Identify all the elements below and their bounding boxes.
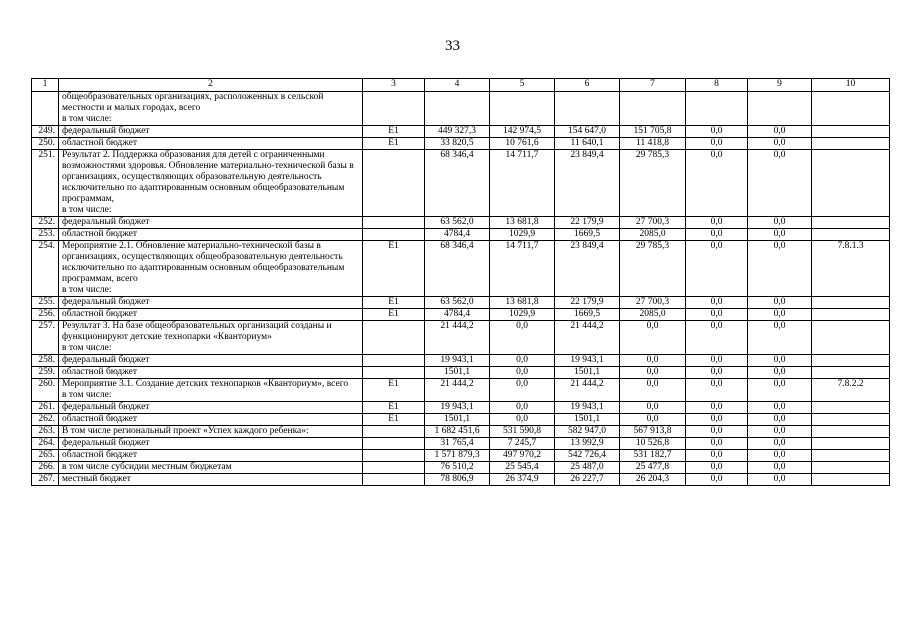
year-4-cell: 0,0 [686,126,748,138]
row-name: федеральный бюджет [59,297,363,309]
year-1-cell: 0,0 [490,321,555,355]
year-4-cell: 0,0 [686,450,748,462]
code-cell: Е1 [363,309,425,321]
year-3-cell: 567 913,8 [620,426,686,438]
year-3-cell: 0,0 [620,379,686,402]
year-4-cell: 0,0 [686,367,748,379]
budget-table [31,78,890,486]
year-2-cell: 154 647,0 [555,126,620,138]
year-3-cell: 27 700,3 [620,297,686,309]
year-5-cell: 0,0 [748,379,812,402]
indicator-cell [812,297,890,309]
year-5-cell: 0,0 [748,426,812,438]
code-cell [363,92,425,126]
year-3-cell: 25 477,8 [620,462,686,474]
row-number: 249. [32,126,59,138]
indicator-cell [812,150,890,217]
year-5-cell: 0,0 [748,438,812,450]
total-cell: 68 346,4 [425,150,490,217]
year-4-cell: 0,0 [686,229,748,241]
table-row [32,402,890,414]
year-5-cell: 0,0 [748,462,812,474]
table-row [32,414,890,426]
year-4-cell: 0,0 [686,414,748,426]
row-name: областной бюджет [59,138,363,150]
table-row [32,229,890,241]
year-1-cell: 0,0 [490,367,555,379]
column-header: 4 [425,79,490,92]
year-1-cell: 0,0 [490,402,555,414]
year-5-cell: 0,0 [748,355,812,367]
table-row [32,438,890,450]
year-5-cell: 0,0 [748,367,812,379]
code-cell [363,217,425,229]
row-number: 264. [32,438,59,450]
year-5-cell: 0,0 [748,309,812,321]
column-header: 6 [555,79,620,92]
year-2-cell [555,92,620,126]
indicator-cell [812,355,890,367]
row-number: 258. [32,355,59,367]
year-5-cell: 0,0 [748,450,812,462]
row-number: 252. [32,217,59,229]
year-3-cell [620,92,686,126]
year-3-cell: 0,0 [620,321,686,355]
row-name: Результат 2. Поддержка образования для детей с ограниченными возможностями здоровья. Обновление материально-технической базы в организациях, осуществляющих образовательную деятельность исключительно по адаптированным основным общеобразовательным программам, в том числе: [59,150,363,217]
row-number: 250. [32,138,59,150]
year-5-cell: 0,0 [748,126,812,138]
total-cell: 21 444,2 [425,379,490,402]
table-row [32,126,890,138]
year-1-cell: 0,0 [490,355,555,367]
year-4-cell: 0,0 [686,438,748,450]
indicator-cell [812,92,890,126]
year-2-cell: 1669,5 [555,229,620,241]
indicator-cell [812,474,890,486]
table-row [32,92,890,126]
year-3-cell: 2085,0 [620,229,686,241]
row-name: федеральный бюджет [59,355,363,367]
year-5-cell: 0,0 [748,297,812,309]
indicator-cell: 7.8.1.3 [812,241,890,297]
code-cell: Е1 [363,402,425,414]
table-row [32,450,890,462]
year-4-cell: 0,0 [686,138,748,150]
year-5-cell: 0,0 [748,138,812,150]
code-cell [363,367,425,379]
total-cell: 1501,1 [425,414,490,426]
row-name: областной бюджет [59,309,363,321]
year-4-cell: 0,0 [686,402,748,414]
year-4-cell: 0,0 [686,309,748,321]
year-5-cell: 0,0 [748,414,812,426]
total-cell: 68 346,4 [425,241,490,297]
table-row [32,309,890,321]
year-1-cell: 142 974,5 [490,126,555,138]
row-number: 256. [32,309,59,321]
year-1-cell: 0,0 [490,414,555,426]
year-2-cell: 23 849,4 [555,241,620,297]
year-1-cell: 10 761,6 [490,138,555,150]
year-1-cell: 531 590,8 [490,426,555,438]
total-cell: 21 444,2 [425,321,490,355]
year-2-cell: 582 947,0 [555,426,620,438]
indicator-cell [812,462,890,474]
row-number: 251. [32,150,59,217]
year-3-cell: 151 705,8 [620,126,686,138]
year-1-cell: 1029,9 [490,309,555,321]
column-header: 8 [686,79,748,92]
row-number [32,92,59,126]
column-header: 1 [32,79,59,92]
row-name: В том числе региональный проект «Успех каждого ребенка»: [59,426,363,438]
code-cell [363,474,425,486]
column-header: 9 [748,79,812,92]
indicator-cell [812,126,890,138]
year-1-cell: 14 711,7 [490,241,555,297]
code-cell: Е1 [363,126,425,138]
total-cell: 31 765,4 [425,438,490,450]
table-row [32,138,890,150]
year-1-cell: 1029,9 [490,229,555,241]
code-cell: Е1 [363,414,425,426]
column-header: 10 [812,79,890,92]
page-number: 33 [445,38,460,54]
table-row [32,217,890,229]
total-cell [425,92,490,126]
column-header: 3 [363,79,425,92]
total-cell: 19 943,1 [425,355,490,367]
year-5-cell: 0,0 [748,402,812,414]
row-name: областной бюджет [59,367,363,379]
year-1-cell: 13 681,8 [490,217,555,229]
year-3-cell: 29 785,3 [620,150,686,217]
year-2-cell: 22 179,9 [555,217,620,229]
total-cell: 1 682 451,6 [425,426,490,438]
indicator-cell [812,229,890,241]
total-cell: 449 327,3 [425,126,490,138]
code-cell [363,462,425,474]
row-name: в том числе субсидии местным бюджетам [59,462,363,474]
year-4-cell: 0,0 [686,426,748,438]
year-3-cell: 2085,0 [620,309,686,321]
row-number: 266. [32,462,59,474]
code-cell [363,438,425,450]
code-cell: Е1 [363,138,425,150]
row-number: 265. [32,450,59,462]
row-number: 261. [32,402,59,414]
table-row [32,355,890,367]
code-cell: Е1 [363,241,425,297]
total-cell: 4784,4 [425,309,490,321]
indicator-cell [812,414,890,426]
indicator-cell [812,402,890,414]
column-header: 2 [59,79,363,92]
row-number: 260. [32,379,59,402]
table-row [32,321,890,355]
indicator-cell [812,217,890,229]
code-cell [363,321,425,355]
year-2-cell: 1501,1 [555,414,620,426]
table-row [32,241,890,297]
year-1-cell: 25 545,4 [490,462,555,474]
row-name: федеральный бюджет [59,126,363,138]
year-1-cell: 497 970,2 [490,450,555,462]
code-cell: Е1 [363,297,425,309]
year-1-cell: 0,0 [490,379,555,402]
year-2-cell: 19 943,1 [555,355,620,367]
year-2-cell: 13 992,9 [555,438,620,450]
year-1-cell: 7 245,7 [490,438,555,450]
row-number: 254. [32,241,59,297]
year-1-cell: 14 711,7 [490,150,555,217]
year-3-cell: 0,0 [620,414,686,426]
row-name: федеральный бюджет [59,438,363,450]
column-header-row [32,79,890,92]
total-cell: 19 943,1 [425,402,490,414]
year-3-cell: 0,0 [620,367,686,379]
row-name: общеобразовательных организациях, расположенных в сельской местности и малых городах, всего в том числе: [59,92,363,126]
row-number: 267. [32,474,59,486]
table-row [32,367,890,379]
total-cell: 1501,1 [425,367,490,379]
table-row [32,426,890,438]
row-name: областной бюджет [59,229,363,241]
year-3-cell: 26 204,3 [620,474,686,486]
year-2-cell: 23 849,4 [555,150,620,217]
row-name: Результат 3. На базе общеобразовательных организаций созданы и функционируют детские технопарки «Кванториум» в том числе: [59,321,363,355]
code-cell [363,450,425,462]
code-cell: Е1 [363,379,425,402]
table-row [32,462,890,474]
year-4-cell [686,92,748,126]
column-header: 7 [620,79,686,92]
total-cell: 4784,4 [425,229,490,241]
year-4-cell: 0,0 [686,462,748,474]
indicator-cell [812,438,890,450]
total-cell: 78 806,9 [425,474,490,486]
year-2-cell: 11 640,1 [555,138,620,150]
year-5-cell: 0,0 [748,321,812,355]
indicator-cell [812,450,890,462]
year-2-cell: 26 227,7 [555,474,620,486]
year-2-cell: 1501,1 [555,367,620,379]
year-4-cell: 0,0 [686,321,748,355]
row-number: 263. [32,426,59,438]
year-1-cell: 13 681,8 [490,297,555,309]
row-name: местный бюджет [59,474,363,486]
year-5-cell: 0,0 [748,229,812,241]
indicator-cell [812,426,890,438]
year-2-cell: 21 444,2 [555,321,620,355]
table-row [32,150,890,217]
year-2-cell: 542 726,4 [555,450,620,462]
row-number: 262. [32,414,59,426]
year-4-cell: 0,0 [686,474,748,486]
row-name: Мероприятие 3.1. Создание детских технопарков «Кванториум», всего в том числе: [59,379,363,402]
year-5-cell: 0,0 [748,474,812,486]
column-header: 5 [490,79,555,92]
year-2-cell: 21 444,2 [555,379,620,402]
year-1-cell: 26 374,9 [490,474,555,486]
row-number: 255. [32,297,59,309]
year-5-cell: 0,0 [748,150,812,217]
year-4-cell: 0,0 [686,297,748,309]
code-cell [363,150,425,217]
total-cell: 63 562,0 [425,217,490,229]
year-4-cell: 0,0 [686,241,748,297]
year-4-cell: 0,0 [686,379,748,402]
indicator-cell [812,138,890,150]
total-cell: 1 571 879,3 [425,450,490,462]
year-5-cell: 0,0 [748,217,812,229]
code-cell [363,426,425,438]
year-2-cell: 1669,5 [555,309,620,321]
year-3-cell: 10 526,8 [620,438,686,450]
row-number: 259. [32,367,59,379]
row-name: Мероприятие 2.1. Обновление материально-технической базы в организациях, осуществляющих общеобразовательную деятельность исключительно по адаптированным основным общеобразовательным программам, всего в том числе: [59,241,363,297]
year-3-cell: 0,0 [620,402,686,414]
indicator-cell: 7.8.2.2 [812,379,890,402]
year-2-cell: 19 943,1 [555,402,620,414]
year-3-cell: 29 785,3 [620,241,686,297]
indicator-cell [812,309,890,321]
row-name: федеральный бюджет [59,402,363,414]
year-1-cell [490,92,555,126]
total-cell: 76 510,2 [425,462,490,474]
row-name: федеральный бюджет [59,217,363,229]
year-2-cell: 22 179,9 [555,297,620,309]
total-cell: 63 562,0 [425,297,490,309]
row-number: 257. [32,321,59,355]
year-2-cell: 25 487,0 [555,462,620,474]
row-name: областной бюджет [59,414,363,426]
year-5-cell [748,92,812,126]
table-row [32,379,890,402]
total-cell: 33 820,5 [425,138,490,150]
year-3-cell: 27 700,3 [620,217,686,229]
year-4-cell: 0,0 [686,150,748,217]
table-row [32,474,890,486]
year-3-cell: 11 418,8 [620,138,686,150]
row-name: областной бюджет [59,450,363,462]
year-5-cell: 0,0 [748,241,812,297]
code-cell [363,355,425,367]
table-row [32,297,890,309]
indicator-cell [812,367,890,379]
year-3-cell: 0,0 [620,355,686,367]
indicator-cell [812,321,890,355]
row-number: 253. [32,229,59,241]
year-4-cell: 0,0 [686,217,748,229]
code-cell [363,229,425,241]
year-4-cell: 0,0 [686,355,748,367]
year-3-cell: 531 182,7 [620,450,686,462]
